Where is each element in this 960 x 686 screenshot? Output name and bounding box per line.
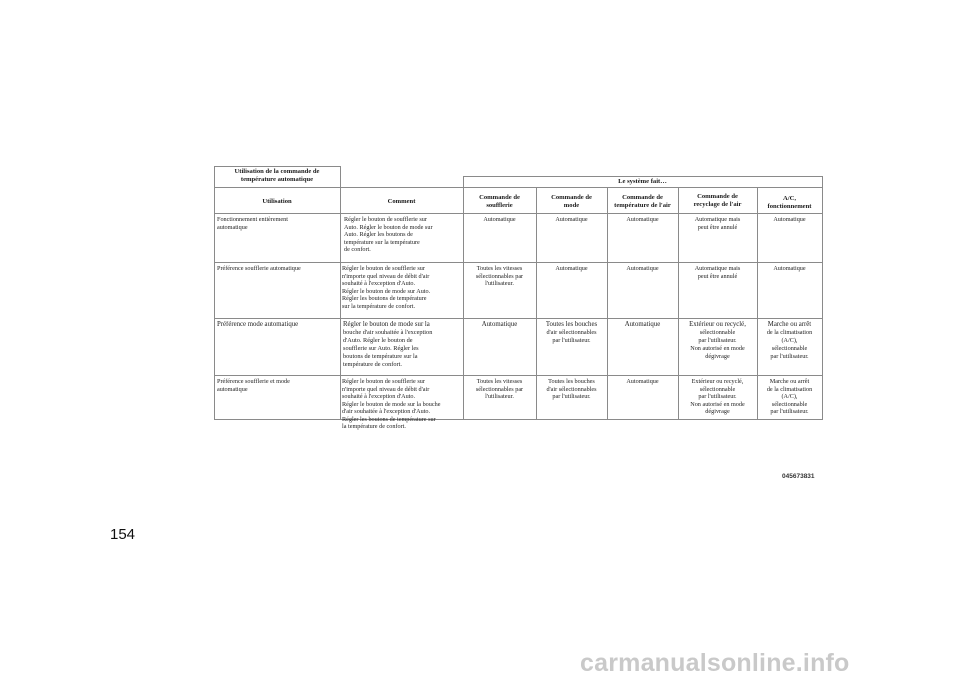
table-row-1-temp: Automatique <box>626 216 659 223</box>
table-row-2-comment: Régler le bouton de soufflerie sur n'importe quel niveau de débit d'air souhaité à l'exception d'Auto. Régler le bouton de mode sur Auto. Régler les boutons de température sur la température de confort. <box>342 265 431 310</box>
table-row-1-blower: Automatique <box>483 216 516 223</box>
table-row-1-comment: Régler le bouton de soufflerie sur Auto. Régler le bouton de mode sur Auto. Régler les boutons de température sur la température de confort. <box>344 216 433 253</box>
table-row-3-blower: Automatique <box>481 321 518 328</box>
table-row-4-recirc: Extérieur ou recyclé, sélectionnable par l'utilisateur. Non autorisé en mode dégivrage <box>690 378 745 415</box>
table-row-2-ac: Automatique <box>773 265 806 272</box>
column-header-mode: Commande de mode <box>551 194 592 209</box>
column-header-air-temp: Commande de température de l'air <box>614 194 671 209</box>
table-row-1-usage: Fonctionnement entièrement automatique <box>217 216 288 231</box>
grid-line <box>214 375 822 376</box>
table-row-1-ac: Automatique <box>773 216 806 223</box>
grid-line <box>214 262 822 263</box>
table-row-4-comment: Régler le bouton de soufflerie sur n'importe quel niveau de débit d'air souhaité à l'exception d'Auto. Régler le bouton de mode sur la bouche d'air souhaitée à l'exception d'Auto. Régler les boutons de température sur la température de confort. <box>342 378 441 430</box>
grid-line <box>214 419 822 420</box>
grid-line <box>214 318 822 319</box>
grid-line <box>340 187 341 420</box>
table-row-2-mode: Automatique <box>555 265 588 272</box>
grid-line <box>340 166 341 187</box>
corner-label: Utilisation de la commande de température automatique <box>234 168 320 183</box>
table-row-2-usage: Préférence soufflerie automatique <box>217 265 301 272</box>
table-row-4-ac: Marche ou arrêt de la climatisation (A/C), sélectionnable par l'utilisateur. <box>766 378 813 415</box>
grid-line <box>463 176 822 177</box>
column-header-ac: A/C, fonctionnement <box>767 195 812 210</box>
page-number: 154 <box>110 526 136 543</box>
table-row-4-mode: Toutes les bouches d'air sélectionnables par l'utilisateur. <box>546 378 597 400</box>
table-row-3-usage: Préférence mode automatique <box>217 321 299 328</box>
group-header: Le système fait… <box>618 178 667 185</box>
table-row-3-ac: Marche ou arrêt de la climatisation (A/C), sélectionnable par l'utilisateur. <box>766 321 813 360</box>
table-row-4-usage: Préférence soufflerie et mode automatique <box>217 378 290 393</box>
table-row-4-blower: Toutes les vitesses sélectionnables par l'utilisateur. <box>475 378 524 400</box>
column-header-comment: Comment <box>387 198 416 205</box>
climate-table <box>214 166 822 430</box>
table-row-2-temp: Automatique <box>626 265 659 272</box>
table-row-3-mode: Toutes les bouches d'air sélectionnables par l'utilisateur. <box>545 321 598 344</box>
grid-line <box>214 213 822 214</box>
table-row-2-recirc: Automatique mais peut être annulé <box>694 265 741 280</box>
table-row-4-temp: Automatique <box>626 378 659 385</box>
grid-line <box>214 187 822 188</box>
table-row-3-comment: Régler le bouton de mode sur la bouche d'air souhaitée à l'exception d'Auto. Régler le bouton de soufflerie sur Auto. Régler les boutons de température sur la température de confort. <box>343 321 433 368</box>
table-row-2-blower: Toutes les vitesses sélectionnables par l'utilisateur. <box>475 265 524 287</box>
column-header-usage: Utilisation <box>262 198 292 205</box>
table-row-3-temp: Automatique <box>624 321 661 328</box>
table-row-3-recirc: Extérieur ou recyclé, sélectionnable par l'utilisateur. Non autorisé en mode dégivrage <box>689 321 746 360</box>
column-header-blower: Commande de soufflerie <box>479 194 520 209</box>
table-row-1-mode: Automatique <box>555 216 588 223</box>
watermark: carmanualsonline.info <box>580 649 850 677</box>
figure-id: 045673831 <box>782 473 815 480</box>
column-header-recirc: Commande de recyclage de l'air <box>693 193 742 208</box>
table-row-1-recirc: Automatique mais peut être annulé <box>694 216 741 231</box>
grid-line <box>214 166 340 167</box>
grid-line <box>822 176 823 420</box>
